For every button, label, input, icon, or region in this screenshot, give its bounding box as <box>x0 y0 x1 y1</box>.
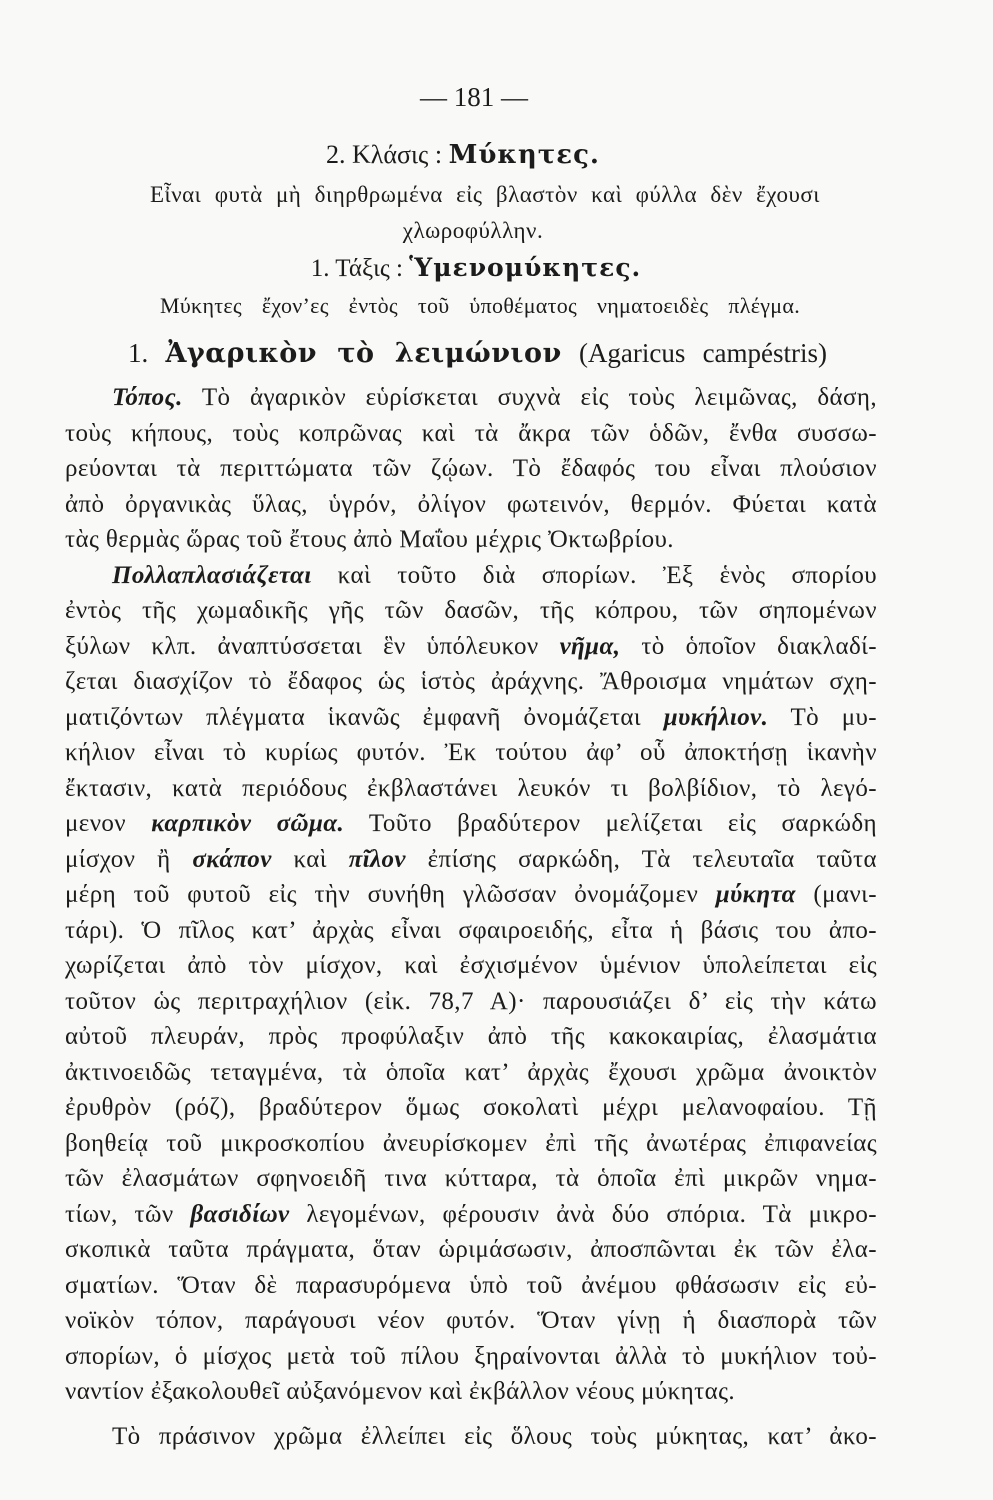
text-segment: (μανι- <box>813 881 877 908</box>
text-line <box>65 1303 877 1339</box>
text-line <box>65 1055 877 1091</box>
text-line <box>65 1232 877 1268</box>
text-segment: τοὺς κήπους, τοὺς κοπρῶνας καὶ τὰ ἄκρα τῶν ὁδῶν, ἔνθα συσσω- <box>65 419 877 447</box>
text-line <box>65 1161 877 1197</box>
emphasis-term: καρπικὸν σῶμα. <box>151 810 345 837</box>
text-segment: μίσχον ἢ <box>65 845 171 873</box>
text-segment: τίων, τῶν <box>65 1200 174 1228</box>
text-line <box>65 1419 877 1455</box>
text-segment: Τὸ πράσινον χρῶμα ἐλλείπει εἰς ὅλους τοὺς μύκητας, κατ’ ἀκο- <box>112 1423 877 1450</box>
text-segment: τὸ ὁποῖον διακλαδί- <box>641 632 877 660</box>
text-line <box>65 1339 877 1375</box>
text-line <box>65 842 877 878</box>
text-segment: ἀκτινοειδῶς τεταγμένα, τὰ ὁποῖα κατ’ ἀρχὰς ἔχουσι χρῶμα ἀνοικτὸν <box>65 1058 877 1086</box>
class-heading-name: Μύκητες. <box>448 140 600 170</box>
species-name: Ἀγαρικὸν τὸ λειμώνιον <box>165 338 562 369</box>
text-segment: ρεύονται τὰ περιττώματα τῶν ζῴων. Τὸ ἔδαφός του εἶναι πλούσιον <box>65 455 877 482</box>
emphasis-term: Πολλαπλασιάζεται <box>112 561 312 589</box>
text-line <box>65 771 877 807</box>
emphasis-term: μύκητα <box>715 881 796 908</box>
body-text <box>65 380 877 1455</box>
species-number: 1. <box>128 338 149 368</box>
text-segment: ἀπὸ ὀργανικὰς ὕλας, ὑγρόν, ὀλίγον φωτεινόν, θερμόν. Φύεται κατὰ <box>65 490 877 518</box>
text-line <box>65 1090 877 1126</box>
emphasis-term: πῖλον <box>348 845 406 873</box>
class-heading-label: 2. Κλάσις : <box>326 140 443 169</box>
emphasis-term: σκάπον <box>192 845 272 873</box>
text-line <box>65 593 877 629</box>
text-segment: αὐτοῦ πλευράν, πρὸς προφύλαξιν ἀπὸ τῆς κακοκαιρίας, ἐλασμάτια <box>65 1023 877 1050</box>
text-line <box>65 984 877 1020</box>
emphasis-term: μυκήλιον. <box>663 703 769 731</box>
text-line <box>65 1374 877 1410</box>
text-segment: Τὸ μυ- <box>790 703 878 731</box>
text-line <box>65 451 877 487</box>
text-segment: ἔκτασιν, κατὰ περιόδους ἐκβλαστάνει λευκόν τι βολβίδιον, τὸ λεγό- <box>65 774 877 802</box>
text-line <box>65 1268 877 1304</box>
text-segment: χωρίζεται ἀπὸ τὸν μίσχον, καὶ ἐσχισμένον ὑμένιον ὑπολείπεται εἰς <box>65 952 877 979</box>
text-line <box>65 664 877 700</box>
text-segment: ναντίον ἐξακολουθεῖ αὐξανόμενον καὶ ἐκβάλλον νέους μύκητας. <box>65 1378 736 1405</box>
text-segment: ἐπίσης σαρκώδη, Τὰ τελευταῖα ταῦτα <box>427 845 878 873</box>
text-segment: κήλιον εἶναι τὸ κυρίως φυτόν. Ἐκ τούτου ἀφ’ οὗ ἀποκτήσῃ ἱκανὴν <box>65 739 877 766</box>
text-segment: νοϊκὸν τόπον, παράγουσι νέον φυτόν. Ὅταν γίνῃ ἡ διασπορὰ τῶν <box>65 1307 877 1334</box>
text-segment: τῶν ἐλασμάτων σφηνοειδῆ τινα κύτταρα, τὰ ὁποῖα ἐπὶ μικρῶν νημα- <box>65 1165 877 1192</box>
text-segment: βοηθείᾳ τοῦ μικροσκοπίου ἀνευρίσκομεν ἐπὶ τῆς ἀνωτέρας ἐπιφανείας <box>65 1129 877 1157</box>
order-heading-name: Ὑμενομύκητες. <box>409 253 642 282</box>
text-segment: ξύλων κλπ. ἀναπτύσσεται ἓν ὑπόλευκον <box>65 632 539 660</box>
text-line <box>65 700 877 736</box>
text-segment: σματίων. Ὅταν δὲ παρασυρόμενα ὑπὸ τοῦ ἀνέμου φθάσωσιν εἰς εὐ- <box>65 1271 877 1299</box>
emphasis-term: βασιδίων <box>190 1200 290 1228</box>
species-heading <box>128 337 827 370</box>
order-heading <box>276 253 676 284</box>
text-segment: τὰς θερμὰς ὥρας τοῦ ἔτους ἀπὸ Μαΐου μέχρις Ὀκτωβρίου. <box>65 526 674 553</box>
text-segment: καὶ <box>293 845 327 873</box>
text-segment: Τοῦτο βραδύτερον μελίζεται εἰς σαρκώδη <box>368 810 878 837</box>
text-line <box>65 1197 877 1233</box>
order-description: Μύκητες ἔχον’ες ἐντὸς τοῦ ὑποθέματος νηματοειδὲς πλέγμα. <box>160 293 800 318</box>
text-segment: σπορίων, ὁ μίσχος μετὰ τοῦ πίλου ξηραίνονται ἀλλὰ τὸ μυκήλιον τοὐ- <box>65 1342 877 1370</box>
text-line <box>65 380 877 416</box>
text-segment: ζεται διασχίζον τὸ ἔδαφος ὡς ἱστὸς ἀράχνης. Ἄθροισμα νημάτων σχη- <box>65 668 877 695</box>
text-segment: ἐρυθρὸν (ρόζ), βραδύτερον ὅμως σοκολατὶ μέχρι μελανοφαίου. Τῇ <box>65 1094 877 1121</box>
text-segment: τοῦτον ὡς περιτραχήλιον (εἰκ. 78,7 Α)· παρουσιάζει δ’ εἰς τὴν κάτω <box>65 987 877 1015</box>
text-line <box>65 806 877 842</box>
species-latin-name: (Agaricus campéstris) <box>578 338 828 368</box>
text-segment: Τὸ ἀγαρικὸν εὑρίσκεται συχνὰ εἰς τοὺς λειμῶνας, δάση, <box>201 384 877 411</box>
text-line <box>65 487 877 523</box>
text-line <box>65 948 877 984</box>
text-line <box>65 629 877 665</box>
text-segment: λεγομένων, φέρουσιν ἀνὰ δύο σπόρια. Τὰ μικρο- <box>306 1200 878 1228</box>
text-segment: ἐντὸς τῆς χωμαδικῆς γῆς τῶν δασῶν, τῆς κόπρου, τῶν σηπομένων <box>65 597 877 624</box>
emphasis-term: Τόπος. <box>112 384 183 411</box>
text-segment: μέρη τοῦ φυτοῦ εἰς τὴν συνήθη γλῶσσαν ὀνομάζομεν <box>65 881 699 908</box>
text-line <box>65 913 877 949</box>
text-line <box>65 558 877 594</box>
class-heading <box>263 140 663 170</box>
text-segment: σκοπικὰ ταῦτα πράγματα, ὅταν ὡριμάσωσιν, ἀποσπῶνται ἐκ τῶν ἐλα- <box>65 1236 877 1263</box>
order-heading-label: 1. Τάξις : <box>310 255 403 282</box>
class-description-line: χλωροφύλλην. <box>402 218 544 243</box>
text-line <box>65 1019 877 1055</box>
text-segment: ματιζόντων πλέγματα ἱκανῶς ἐμφανῆ ὀνομάζεται <box>65 703 642 731</box>
text-line <box>65 416 877 452</box>
text-line <box>65 735 877 771</box>
class-description-line: Εἶναι φυτὰ μὴ διηρθρωμένα εἰς βλαστὸν καὶ φύλλα δὲν ἔχουσι <box>150 182 820 207</box>
text-segment: καὶ τοῦτο διὰ σπορίων. Ἐξ ἑνὸς σπορίου <box>337 561 877 589</box>
text-line <box>65 877 877 913</box>
text-line <box>65 1126 877 1162</box>
emphasis-term: νῆμα, <box>559 632 621 660</box>
text-line <box>65 522 877 558</box>
text-segment: τάρι). Ὁ πῖλος κατ’ ἀρχὰς εἶναι σφαιροειδής, εἶτα ἡ βάσις του ἀπο- <box>65 916 877 944</box>
page-number: — 181 — <box>420 82 528 112</box>
text-segment: μενον <box>65 810 127 837</box>
